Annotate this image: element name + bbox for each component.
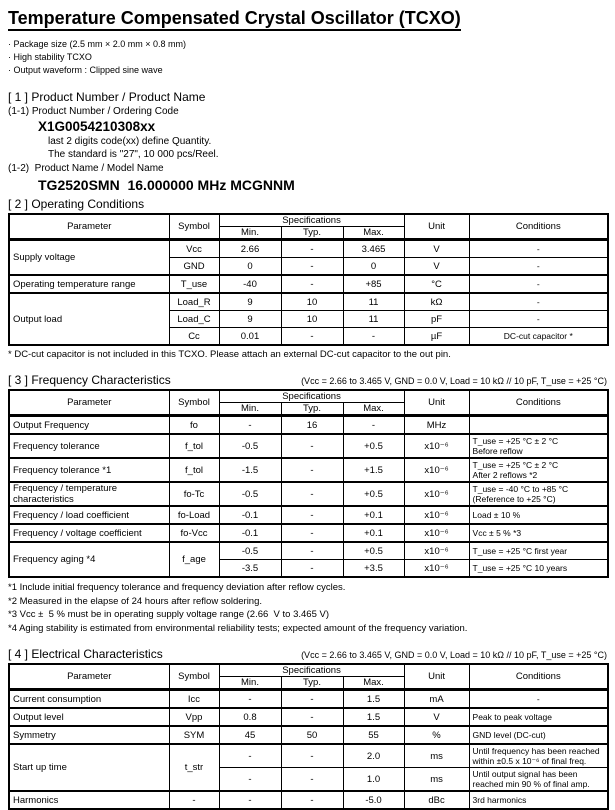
conditions-cell: Vcc ± 5 % *3 xyxy=(469,524,608,542)
max-cell: - xyxy=(343,416,404,435)
conditions-cell: GND level (DC-cut) xyxy=(469,726,608,744)
conditions-cell: - xyxy=(469,293,608,311)
max-cell: 55 xyxy=(343,726,404,744)
conditions-cell: Until frequency has been reached within ±0.5 x 10⁻⁶ of final freq. xyxy=(469,744,608,768)
col-header-min: Min. xyxy=(219,677,281,690)
table-row xyxy=(9,458,608,482)
min-cell: -0.1 xyxy=(219,524,281,542)
unit-cell: x10⁻⁶ xyxy=(404,434,469,458)
typ-cell: - xyxy=(281,434,343,458)
feature-item: · High stability TCXO xyxy=(8,52,92,62)
max-cell: 2.0 xyxy=(343,744,404,768)
typ-cell: - xyxy=(281,258,343,276)
conditions-cell: Peak to peak voltage xyxy=(469,708,608,726)
col-header-parameter: Parameter xyxy=(9,214,169,240)
symbol-cell: fo-Load xyxy=(169,506,219,524)
section2-heading: [ 2 ] Operating Conditions xyxy=(8,197,145,211)
conditions-cell: T_use = +25 °C first year xyxy=(469,542,608,560)
symbol-cell: GND xyxy=(169,258,219,276)
unit-cell: pF xyxy=(404,311,469,328)
symbol-cell: T_use xyxy=(169,275,219,293)
min-cell: -40 xyxy=(219,275,281,293)
min-cell: -0.5 xyxy=(219,434,281,458)
typ-cell: - xyxy=(281,458,343,482)
conditions-cell: DC-cut capacitor * xyxy=(469,328,608,346)
feature-list xyxy=(8,38,607,77)
conditions-cell: - xyxy=(469,311,608,328)
symbol-cell: Vpp xyxy=(169,708,219,726)
typ-cell: - xyxy=(281,744,343,768)
min-cell: 2.66 xyxy=(219,240,281,258)
col-header-specifications: Specifications xyxy=(219,390,404,403)
conditions-cell: Until output signal has been reached min 90 % of final amp. xyxy=(469,768,608,792)
unit-cell: x10⁻⁶ xyxy=(404,542,469,560)
max-cell: 1.5 xyxy=(343,690,404,709)
table-row xyxy=(9,524,608,542)
param-cell: Harmonics xyxy=(9,791,169,809)
max-cell: +0.1 xyxy=(343,506,404,524)
ordering-code-note: last 2 digits code(xx) define Quantity. xyxy=(48,136,212,147)
typ-cell: 50 xyxy=(281,726,343,744)
typ-cell: - xyxy=(281,690,343,709)
unit-cell: MHz xyxy=(404,416,469,435)
col-header-specifications: Specifications xyxy=(219,664,404,677)
col-header-unit: Unit xyxy=(404,390,469,416)
col-header-parameter: Parameter xyxy=(9,664,169,690)
param-cell: Output Frequency xyxy=(9,416,169,435)
footnote: *3 Vcc ± 5 % must be in operating supply voltage range (2.66 V to 3.465 V) xyxy=(8,609,330,620)
electrical-characteristics-table xyxy=(8,663,609,810)
symbol-cell: fo xyxy=(169,416,219,435)
typ-cell: - xyxy=(281,506,343,524)
section1-sub2-label: (1-2) Product Name / Model Name xyxy=(8,163,164,174)
table-row xyxy=(9,275,608,293)
section3-heading: [ 3 ] Frequency Characteristics xyxy=(8,373,171,387)
max-cell: 11 xyxy=(343,293,404,311)
col-header-typ: Typ. xyxy=(281,403,343,416)
ordering-code: X1G0054210308xx xyxy=(38,119,156,134)
unit-cell: µF xyxy=(404,328,469,346)
conditions-cell: - xyxy=(469,690,608,709)
typ-cell: - xyxy=(281,240,343,258)
feature-item: · Output waveform : Clipped sine wave xyxy=(8,65,163,75)
table-header-row xyxy=(9,390,608,403)
unit-cell: V xyxy=(404,258,469,276)
typ-cell: - xyxy=(281,708,343,726)
max-cell: +0.1 xyxy=(343,524,404,542)
min-cell: -0.1 xyxy=(219,506,281,524)
typ-cell: - xyxy=(281,791,343,809)
col-header-symbol: Symbol xyxy=(169,390,219,416)
col-header-unit: Unit xyxy=(404,214,469,240)
param-cell: Frequency tolerance xyxy=(9,434,169,458)
section3-conditions-note: (Vcc = 2.66 to 3.465 V, GND = 0.0 V, Load = 10 kΩ // 10 pF, T_use = +25 °C) xyxy=(301,376,607,386)
table-row xyxy=(9,416,608,435)
section4-heading-row xyxy=(8,647,607,661)
table-row xyxy=(9,726,608,744)
table-row xyxy=(9,434,608,458)
conditions-cell: - xyxy=(469,275,608,293)
model-name: TG2520SMN 16.000000 MHz MCGNNM xyxy=(38,177,295,193)
section4-conditions-note: (Vcc = 2.66 to 3.465 V, GND = 0.0 V, Load = 10 kΩ // 10 pF, T_use = +25 °C) xyxy=(301,650,607,660)
title-row xyxy=(8,8,607,31)
symbol-cell: fo-Vcc xyxy=(169,524,219,542)
param-cell: Output load xyxy=(9,293,169,345)
param-cell: Frequency / load coefficient xyxy=(9,506,169,524)
typ-cell: - xyxy=(281,275,343,293)
footnote: *2 Measured in the elapse of 24 hours after reflow soldering. xyxy=(8,595,263,607)
conditions-cell: T_use = +25 °C ± 2 °C Before reflow xyxy=(469,434,608,458)
param-cell: Output level xyxy=(9,708,169,726)
col-header-conditions: Conditions xyxy=(469,390,608,416)
max-cell: 11 xyxy=(343,311,404,328)
conditions-cell: T_use = +25 °C ± 2 °C After 2 reflows *2 xyxy=(469,458,608,482)
footnote: *4 Aging stability is estimated from environmental reliability tests; expected amount of the frequency variation. xyxy=(8,622,468,634)
col-header-symbol: Symbol xyxy=(169,664,219,690)
col-header-max: Max. xyxy=(343,677,404,690)
max-cell: 3.465 xyxy=(343,240,404,258)
unit-cell: ms xyxy=(404,768,469,792)
max-cell: +0.5 xyxy=(343,542,404,560)
section3-footnotes xyxy=(8,581,607,635)
symbol-cell: Load_C xyxy=(169,311,219,328)
unit-cell: x10⁻⁶ xyxy=(404,458,469,482)
param-cell: Frequency aging *4 xyxy=(9,542,169,577)
dc-cut-footnote: * DC-cut capacitor is not included in this TCXO. Please attach an external DC-cut capacitor to the out pin. xyxy=(8,349,451,360)
symbol-cell: Vcc xyxy=(169,240,219,258)
min-cell: - xyxy=(219,744,281,768)
col-header-min: Min. xyxy=(219,227,281,240)
ordering-code-note: The standard is "27", 10 000 pcs/Reel. xyxy=(48,149,219,160)
table-row xyxy=(9,240,608,258)
table-row xyxy=(9,708,608,726)
param-cell: Operating temperature range xyxy=(9,275,169,293)
table-row xyxy=(9,542,608,560)
max-cell: +85 xyxy=(343,275,404,293)
frequency-characteristics-table xyxy=(8,389,609,578)
symbol-cell: SYM xyxy=(169,726,219,744)
symbol-cell: f_age xyxy=(169,542,219,577)
footnote: *1 Include initial frequency tolerance and frequency deviation after reflow cycles. xyxy=(8,582,346,593)
min-cell: 0.01 xyxy=(219,328,281,346)
unit-cell: kΩ xyxy=(404,293,469,311)
feature-item: · Package size (2.5 mm × 2.0 mm × 0.8 mm) xyxy=(8,39,187,49)
symbol-cell: fo-Tc xyxy=(169,482,219,506)
min-cell: 9 xyxy=(219,293,281,311)
max-cell: +1.5 xyxy=(343,458,404,482)
max-cell: +0.5 xyxy=(343,434,404,458)
unit-cell: V xyxy=(404,240,469,258)
max-cell: +0.5 xyxy=(343,482,404,506)
max-cell: +3.5 xyxy=(343,560,404,578)
conditions-cell: T_use = +25 °C 10 years xyxy=(469,560,608,578)
typ-cell: - xyxy=(281,482,343,506)
section4-heading: [ 4 ] Electrical Characteristics xyxy=(8,647,163,661)
min-cell: - xyxy=(219,791,281,809)
col-header-specifications: Specifications xyxy=(219,214,404,227)
table-row xyxy=(9,690,608,709)
table-header-row xyxy=(9,214,608,227)
unit-cell: dBc xyxy=(404,791,469,809)
conditions-cell: - xyxy=(469,240,608,258)
typ-cell: 10 xyxy=(281,311,343,328)
col-header-symbol: Symbol xyxy=(169,214,219,240)
unit-cell: mA xyxy=(404,690,469,709)
min-cell: - xyxy=(219,768,281,792)
conditions-cell: T_use = -40 °C to +85 °C (Reference to +25 °C) xyxy=(469,482,608,506)
min-cell: 45 xyxy=(219,726,281,744)
col-header-parameter: Parameter xyxy=(9,390,169,416)
typ-cell: - xyxy=(281,768,343,792)
max-cell: 1.5 xyxy=(343,708,404,726)
max-cell: 0 xyxy=(343,258,404,276)
section3-heading-row xyxy=(8,373,607,387)
table-header-row xyxy=(9,664,608,677)
page-title: Temperature Compensated Crystal Oscillator (TCXO) xyxy=(8,8,461,31)
param-cell: Frequency / voltage coefficient xyxy=(9,524,169,542)
table-row xyxy=(9,482,608,506)
min-cell: -0.5 xyxy=(219,482,281,506)
symbol-cell: Cc xyxy=(169,328,219,346)
col-header-typ: Typ. xyxy=(281,227,343,240)
min-cell: -0.5 xyxy=(219,542,281,560)
col-header-min: Min. xyxy=(219,403,281,416)
table-row xyxy=(9,791,608,809)
section1-heading: [ 1 ] Product Number / Product Name xyxy=(8,90,206,104)
unit-cell: x10⁻⁶ xyxy=(404,560,469,578)
unit-cell: ms xyxy=(404,744,469,768)
unit-cell: x10⁻⁶ xyxy=(404,482,469,506)
min-cell: 0.8 xyxy=(219,708,281,726)
typ-cell: - xyxy=(281,560,343,578)
typ-cell: - xyxy=(281,524,343,542)
conditions-cell: - xyxy=(469,258,608,276)
col-header-max: Max. xyxy=(343,227,404,240)
col-header-typ: Typ. xyxy=(281,677,343,690)
unit-cell: x10⁻⁶ xyxy=(404,506,469,524)
table-row xyxy=(9,744,608,768)
min-cell: - xyxy=(219,690,281,709)
conditions-cell: 3rd harmonics xyxy=(469,791,608,809)
param-cell: Frequency / temperature characteristics xyxy=(9,482,169,506)
min-cell: 0 xyxy=(219,258,281,276)
min-cell: 9 xyxy=(219,311,281,328)
col-header-conditions: Conditions xyxy=(469,214,608,240)
symbol-cell: - xyxy=(169,791,219,809)
section1-sub1-label: (1-1) Product Number / Ordering Code xyxy=(8,106,179,117)
max-cell: - xyxy=(343,328,404,346)
typ-cell: - xyxy=(281,328,343,346)
symbol-cell: t_str xyxy=(169,744,219,791)
typ-cell: 16 xyxy=(281,416,343,435)
conditions-cell: Load ± 10 % xyxy=(469,506,608,524)
typ-cell: - xyxy=(281,542,343,560)
min-cell: -1.5 xyxy=(219,458,281,482)
operating-conditions-table xyxy=(8,213,609,346)
symbol-cell: Load_R xyxy=(169,293,219,311)
min-cell: -3.5 xyxy=(219,560,281,578)
max-cell: 1.0 xyxy=(343,768,404,792)
col-header-unit: Unit xyxy=(404,664,469,690)
param-cell: Supply voltage xyxy=(9,240,169,276)
param-cell: Symmetry xyxy=(9,726,169,744)
min-cell: - xyxy=(219,416,281,435)
table-row xyxy=(9,506,608,524)
unit-cell: % xyxy=(404,726,469,744)
table-row xyxy=(9,293,608,311)
col-header-max: Max. xyxy=(343,403,404,416)
col-header-conditions: Conditions xyxy=(469,664,608,690)
unit-cell: V xyxy=(404,708,469,726)
param-cell: Frequency tolerance *1 xyxy=(9,458,169,482)
symbol-cell: f_tol xyxy=(169,434,219,458)
typ-cell: 10 xyxy=(281,293,343,311)
param-cell: Current consumption xyxy=(9,690,169,709)
conditions-cell xyxy=(469,416,608,435)
param-cell: Start up time xyxy=(9,744,169,791)
symbol-cell: f_tol xyxy=(169,458,219,482)
max-cell: -5.0 xyxy=(343,791,404,809)
symbol-cell: Icc xyxy=(169,690,219,709)
unit-cell: °C xyxy=(404,275,469,293)
unit-cell: x10⁻⁶ xyxy=(404,524,469,542)
